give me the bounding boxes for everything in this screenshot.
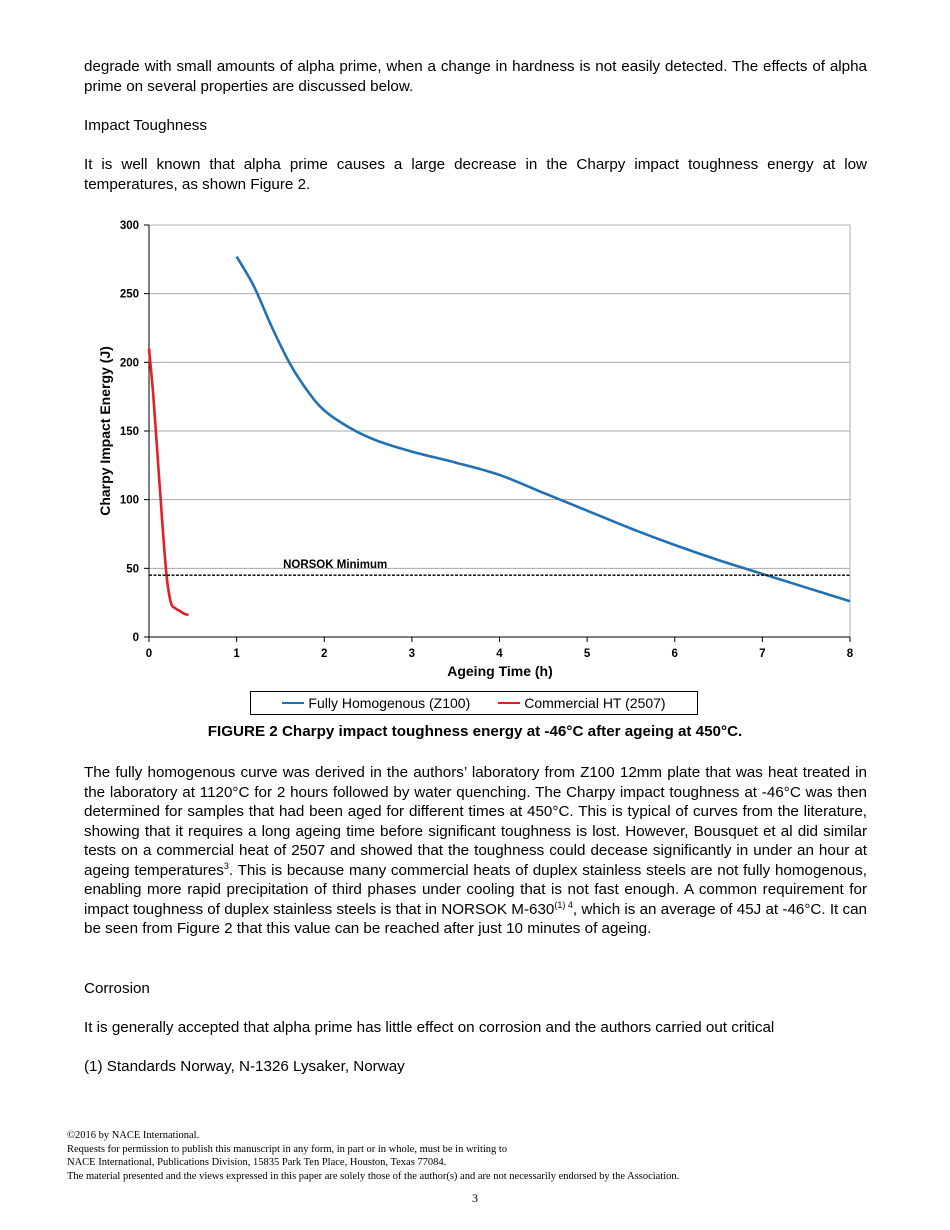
section-heading-impact-toughness: Impact Toughness — [84, 117, 207, 134]
x-tick-label-4: 4 — [496, 648, 503, 660]
discussion-text-2: . This is because many commercial heats of duplex stainless steels are not fully homogenous, enabling more rapid precipitation of third phases under cooling that is not fast enough. A common requirement for impact toughness of duplex stainless steels is that in NORSOK M-630 — [84, 861, 867, 918]
chart-legend — [250, 691, 698, 715]
copyright-footer — [67, 1129, 679, 1183]
y-tick-label-300: 300 — [119, 220, 139, 232]
figure-caption: FIGURE 2 Charpy impact toughness energy at -46°C after ageing at 450°C. — [207, 723, 743, 740]
x-tick-label-7: 7 — [759, 648, 766, 660]
y-tick-label-250: 250 — [119, 288, 139, 301]
x-tick-label-8: 8 — [846, 648, 854, 660]
y-axis-label: Charpy Impact Energy (J) — [97, 346, 113, 516]
footnote: (1) Standards Norway, N-1326 Lysaker, Norway — [84, 1058, 405, 1075]
discussion-text-1: The fully homogenous curve was derived in the authors’ laboratory from Z100 12mm plate that was heat treated in the laboratory at 1120°C for 2 hours followed by water quenching. The Charpy impact toughness at -46°C was then determined for samples that had been aged for different times at 450°C. This is typical of curves from the literature, showing that it requires a long ageing time before significant toughness is lost. However, Bousquet et al did similar tests on a commercial heat of 2507 and showed that the toughness could decease significantly in under an hour at ageing temperatures — [84, 764, 867, 879]
charpy-impact-chart — [90, 210, 870, 680]
x-tick-label-6: 6 — [671, 648, 678, 660]
x-tick-label-5: 5 — [583, 648, 591, 660]
x-tick-label-0: 0 — [145, 648, 153, 660]
paragraph-impact: It is well known that alpha prime causes a large decrease in the Charpy impact toughness energy at low temperatures, as shown Figure 2. — [84, 156, 867, 193]
y-tick-label-100: 100 — [119, 494, 139, 507]
x-tick-label-1: 1 — [233, 648, 240, 660]
legend-item-2507 — [498, 695, 665, 711]
norsok-minimum-label: NORSOK Minimum — [283, 559, 388, 572]
discussion-text-3: , which is an average of 45J at -46°C. It can be seen from Figure 2 that this value can be reached after just 10 minutes of ageing. — [84, 900, 867, 937]
x-tick-label-2: 2 — [321, 648, 328, 660]
y-tick-label-150: 150 — [119, 426, 139, 438]
x-axis-label: Ageing Time (h) — [447, 663, 553, 679]
footer-line-copyright: ©2016 by NACE International. — [67, 1130, 200, 1141]
y-tick-label-200: 200 — [119, 357, 139, 370]
footnote-reference-superscript: (1) 4 — [554, 899, 573, 910]
x-tick-label-3: 3 — [408, 648, 416, 660]
page-number: 3 — [472, 1191, 478, 1205]
footer-line-address: NACE International, Publications Division, 15835 Park Ten Place, Houston, Texas 77084. — [67, 1157, 447, 1168]
legend-label-2507: Commercial HT (2507) — [524, 695, 666, 711]
legend-label-z100: Fully Homogenous (Z100) — [308, 695, 471, 711]
paragraph-corrosion: It is generally accepted that alpha prime has little effect on corrosion and the authors carried out critical — [84, 1019, 775, 1036]
legend-swatch-z100 — [282, 702, 304, 704]
legend-swatch-2507 — [498, 702, 520, 704]
y-tick-label-0: 0 — [132, 632, 139, 644]
section-heading-corrosion: Corrosion — [84, 980, 150, 997]
legend-item-z100 — [282, 695, 470, 711]
paragraph-intro: degrade with small amounts of alpha prime, when a change in hardness is not easily detected. The effects of alpha prime on several properties are discussed below. — [84, 58, 867, 95]
y-tick-label-50: 50 — [126, 563, 139, 576]
footer-line-disclaimer: The material presented and the views expressed in this paper are solely those of the author(s) and are not necessarily endorsed by the Association. — [67, 1170, 680, 1182]
footer-line-permission: Requests for permission to publish this manuscript in any form, in part or in whole, must be in writing to — [67, 1143, 508, 1155]
reference-superscript-3: 3 — [223, 860, 229, 871]
paragraph-discussion — [84, 763, 867, 939]
